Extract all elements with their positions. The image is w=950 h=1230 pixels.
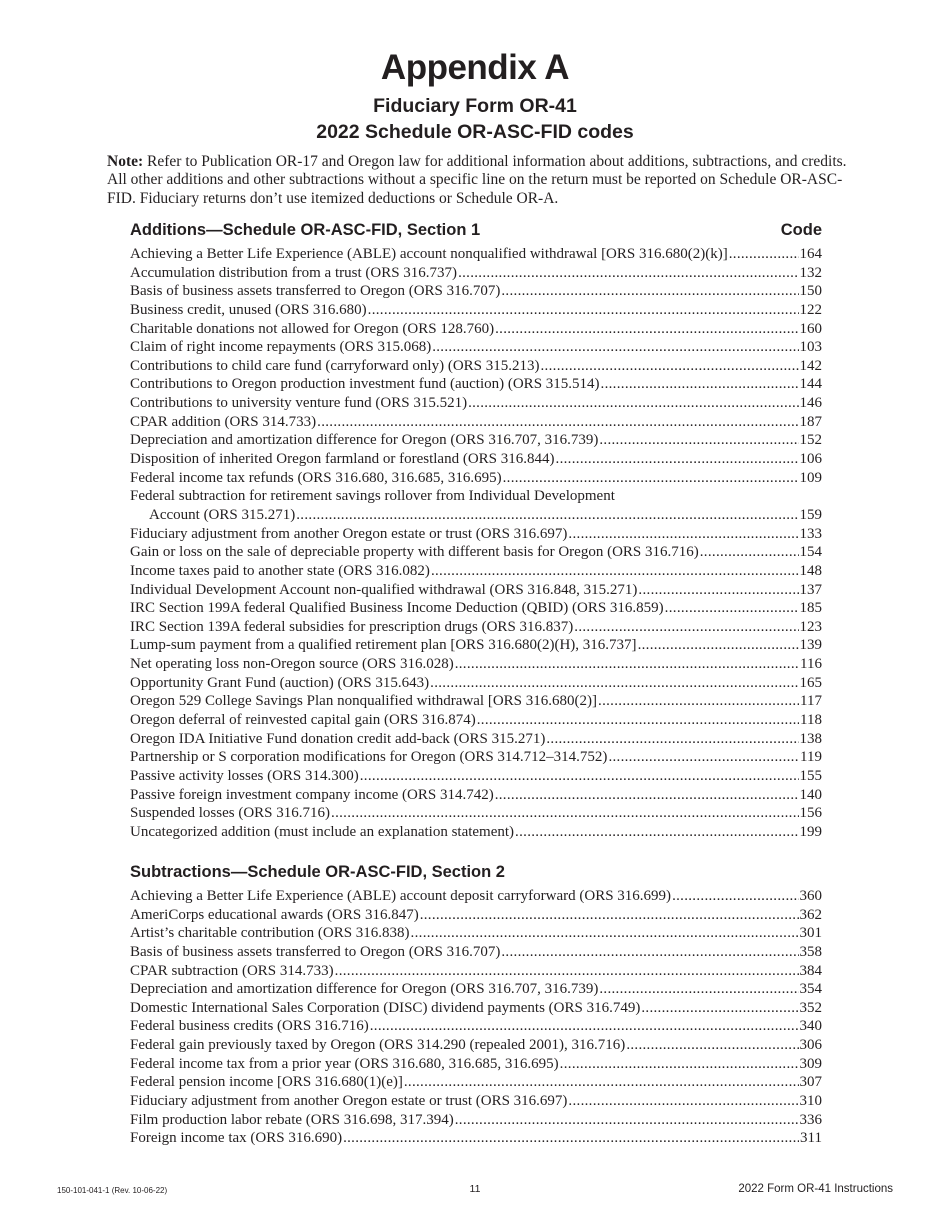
code-row [130, 543, 822, 562]
item-code: 362 [799, 906, 822, 923]
item-code: 310 [799, 1093, 822, 1110]
item-code: 133 [799, 525, 822, 542]
item-code: 122 [799, 301, 822, 318]
item-code: 154 [799, 544, 822, 561]
item-description: IRC Section 139A federal subsidies for prescription drugs (ORS 316.837) [130, 618, 574, 635]
item-description: Gain or loss on the sale of depreciable property with different basis for Oregon (ORS 316.716) [130, 544, 699, 561]
item-code: 106 [799, 451, 822, 468]
dot-leader [458, 264, 798, 283]
item-code: 187 [799, 413, 822, 430]
item-code: 139 [799, 637, 822, 654]
item-description: Disposition of inherited Oregon farmland or forestland (ORS 316.844) [130, 451, 555, 468]
dot-leader [626, 1036, 798, 1055]
code-row [130, 375, 822, 394]
item-code: 156 [799, 805, 822, 822]
code-row [130, 320, 822, 339]
item-description: Opportunity Grant Fund (auction) (ORS 315.643) [130, 674, 430, 691]
code-row [130, 264, 822, 283]
item-description: Achieving a Better Life Experience (ABLE) account nonqualified withdrawal [ORS 316.680(2)(k)] [130, 246, 728, 262]
item-code: 132 [799, 264, 822, 281]
dot-leader [501, 943, 798, 962]
dot-leader [335, 962, 799, 981]
item-description: Business credit, unused (ORS 316.680) [130, 301, 367, 318]
item-description: Depreciation and amortization difference for Oregon (ORS 316.707, 316.739) [130, 432, 599, 449]
additions-heading: Additions—Schedule OR-ASC-FID, Section 1 [130, 221, 481, 239]
item-code: 140 [799, 786, 822, 803]
dot-leader [360, 767, 799, 786]
code-row [130, 599, 822, 618]
item-description: Uncategorized addition (must include an explanation statement) [130, 823, 515, 840]
code-row [130, 413, 822, 432]
dot-leader [598, 692, 799, 711]
item-description: Partnership or S corporation modifications for Oregon (ORS 314.712–314.752) [130, 749, 608, 766]
code-row [130, 1073, 822, 1092]
item-code: 109 [799, 469, 822, 486]
dot-leader [468, 394, 798, 413]
item-code: 118 [800, 712, 822, 729]
item-code: 117 [800, 693, 822, 710]
item-code: 185 [799, 600, 822, 617]
item-code: 306 [799, 1037, 822, 1054]
item-code: 155 [799, 767, 822, 784]
schedule-subtitle: 2022 Schedule OR-ASC-FID codes [316, 121, 634, 143]
item-code: 164 [799, 246, 822, 262]
footer-doc-title: 2022 Form OR-41 Instructions [738, 1183, 893, 1195]
page-title: Appendix A [380, 48, 570, 87]
item-code: 116 [800, 656, 822, 673]
item-description: Foreign income tax (ORS 316.690) [130, 1130, 343, 1147]
item-code: 103 [799, 339, 822, 356]
item-description: Oregon IDA Initiative Fund donation credit add-back (ORS 315.271) [130, 730, 546, 747]
code-row [130, 748, 822, 767]
item-code: 384 [799, 962, 822, 979]
dot-leader [455, 655, 799, 674]
item-code: 119 [800, 749, 822, 766]
code-row [130, 962, 822, 981]
item-description: Basis of business assets transferred to Oregon (ORS 316.707) [130, 943, 501, 960]
item-code: 123 [799, 618, 822, 635]
form-subtitle: Fiduciary Form OR-41 [373, 95, 577, 117]
code-row [130, 655, 822, 674]
code-row [130, 581, 822, 600]
dot-leader [729, 245, 799, 264]
item-description: Contributions to child care fund (carryforward only) (ORS 315.213) [130, 357, 540, 374]
item-description: Oregon deferral of reinvested capital gain (ORS 316.874) [130, 712, 476, 729]
dot-leader [515, 823, 798, 842]
item-description: Lump-sum payment from a qualified retirement plan [ORS 316.680(2)(H), 316.737] [130, 637, 637, 654]
code-row [130, 1055, 822, 1074]
item-description: Charitable donations not allowed for Oregon (ORS 128.760) [130, 320, 495, 337]
item-description: Depreciation and amortization difference for Oregon (ORS 316.707, 316.739) [130, 981, 599, 998]
item-code: 144 [799, 376, 822, 393]
code-row [130, 711, 822, 730]
item-description: Income taxes paid to another state (ORS 316.082) [130, 562, 430, 579]
dot-leader [546, 730, 798, 749]
item-code: 352 [799, 999, 822, 1016]
additions-list [130, 245, 822, 842]
dot-leader [560, 1055, 799, 1074]
item-description: Fiduciary adjustment from another Oregon estate or trust (ORS 316.697) [130, 1093, 568, 1110]
item-description: Achieving a Better Life Experience (ABLE) account deposit carryforward (ORS 316.699) [130, 888, 672, 904]
item-code: 159 [799, 506, 822, 523]
dot-leader [503, 469, 799, 488]
item-description: Oregon 529 College Savings Plan nonqualified withdrawal [ORS 316.680(2)] [130, 693, 598, 710]
item-code: 358 [799, 943, 822, 960]
code-row [130, 1017, 822, 1036]
code-row [130, 730, 822, 749]
dot-leader [477, 711, 799, 730]
item-description: Federal subtraction for retirement savings rollover from Individual Development [130, 488, 615, 505]
code-row [130, 469, 822, 488]
dot-leader [331, 804, 798, 823]
item-description: Federal gain previously taxed by Oregon (ORS 314.290 (repealed 2001), 316.716) [130, 1037, 626, 1054]
dot-leader [672, 887, 798, 906]
item-code: 340 [799, 1018, 822, 1035]
code-row [130, 525, 822, 544]
code-row [130, 906, 822, 925]
code-row [130, 618, 822, 637]
code-row [130, 338, 822, 357]
item-description: Contributions to university venture fund (ORS 315.521) [130, 395, 468, 412]
code-row [130, 692, 822, 711]
dot-leader [638, 581, 798, 600]
item-description: Contributions to Oregon production investment fund (auction) (ORS 315.514) [130, 376, 600, 393]
code-row [130, 562, 822, 581]
note-label: Note: [107, 153, 144, 170]
item-code: 138 [799, 730, 822, 747]
item-code: 142 [799, 357, 822, 374]
item-code: 309 [799, 1055, 822, 1072]
item-description: CPAR addition (ORS 314.733) [130, 413, 317, 430]
item-description: Accumulation distribution from a trust (ORS 316.737) [130, 264, 458, 281]
dot-leader [368, 301, 799, 320]
code-row [130, 245, 822, 264]
code-row [130, 506, 822, 525]
item-description: IRC Section 199A federal Qualified Business Income Deduction (QBID) (ORS 316.859) [130, 600, 664, 617]
code-row [130, 980, 822, 999]
item-description: Domestic International Sales Corporation (DISC) dividend payments (ORS 316.749) [130, 999, 641, 1016]
item-code: 148 [799, 562, 822, 579]
code-row [130, 786, 822, 805]
code-row [130, 943, 822, 962]
dot-leader [455, 1111, 799, 1130]
code-row [130, 301, 822, 320]
item-description: AmeriCorps educational awards (ORS 316.847) [130, 906, 419, 923]
item-description: Federal income tax refunds (ORS 316.680, 316.685, 316.695) [130, 469, 502, 486]
note-text: Refer to Publication OR-17 and Oregon law for additional information about additions, subtractions, and credits. All other additions and other subtractions without a specific line on the return must be reported on Schedule OR-ASC-FID. Fiduciary returns don’t use itemized deductions or Schedule OR-A. [107, 153, 847, 207]
code-row [130, 394, 822, 413]
item-description: Account (ORS 315.271) [149, 506, 296, 523]
item-code: 152 [799, 432, 822, 449]
code-row [130, 282, 822, 301]
code-row [130, 767, 822, 786]
code-row [130, 431, 822, 450]
code-row [130, 450, 822, 469]
dot-leader [495, 320, 798, 339]
additions-heading-row [130, 221, 822, 240]
dot-leader [641, 999, 798, 1018]
code-row [130, 636, 822, 655]
item-description: Federal income tax from a prior year (ORS 316.680, 316.685, 316.695) [130, 1055, 559, 1072]
item-description: Suspended losses (ORS 316.716) [130, 805, 331, 822]
dot-leader [431, 562, 799, 581]
dot-leader [608, 748, 799, 767]
dot-leader [556, 450, 799, 469]
dot-leader [568, 525, 798, 544]
dot-leader [430, 674, 798, 693]
item-code: 150 [799, 283, 822, 300]
dot-leader [296, 506, 798, 525]
dot-leader [420, 906, 799, 925]
item-description: Federal business credits (ORS 316.716) [130, 1018, 369, 1035]
item-code: 307 [799, 1074, 822, 1091]
item-code: 160 [799, 320, 822, 337]
item-code: 199 [799, 823, 822, 840]
code-row [130, 487, 822, 506]
dot-leader [541, 357, 799, 376]
dot-leader [638, 636, 799, 655]
code-row [130, 1036, 822, 1055]
item-description: Individual Development Account non-qualified withdrawal (ORS 316.848, 315.271) [130, 581, 638, 598]
item-description: Claim of right income repayments (ORS 315.068) [130, 339, 432, 356]
item-description: Passive foreign investment company income (ORS 314.742) [130, 786, 494, 803]
subtractions-list [130, 887, 822, 1148]
code-row [130, 999, 822, 1018]
item-code: 336 [799, 1111, 822, 1128]
code-row [130, 357, 822, 376]
dot-leader [404, 1073, 799, 1092]
item-code: 354 [799, 981, 822, 998]
dot-leader [317, 413, 798, 432]
code-row [130, 887, 822, 906]
code-column-heading: Code [780, 221, 822, 239]
item-code: 137 [799, 581, 822, 598]
dot-leader [568, 1092, 798, 1111]
item-description: Federal pension income [ORS 316.680(1)(e)] [130, 1074, 403, 1091]
dot-leader [432, 338, 798, 357]
item-description: Artist’s charitable contribution (ORS 316.838) [130, 925, 410, 942]
item-description: Fiduciary adjustment from another Oregon estate or trust (ORS 316.697) [130, 525, 568, 542]
dot-leader [501, 282, 798, 301]
dot-leader [370, 1017, 799, 1036]
item-code: 146 [799, 395, 822, 412]
item-description: Basis of business assets transferred to Oregon (ORS 316.707) [130, 283, 501, 300]
page-number: 11 [469, 1183, 481, 1195]
item-code: 311 [800, 1130, 822, 1147]
subtractions-heading-row [130, 863, 822, 882]
code-row [130, 1129, 822, 1148]
dot-leader [495, 786, 799, 805]
dot-leader [411, 924, 799, 943]
dot-leader [665, 599, 799, 618]
dot-leader [599, 980, 798, 999]
code-row [130, 924, 822, 943]
dot-leader [343, 1129, 799, 1148]
item-description: CPAR subtraction (ORS 314.733) [130, 962, 334, 979]
item-code: 301 [799, 925, 822, 942]
item-code: 360 [799, 888, 822, 904]
code-row [130, 823, 822, 842]
code-row [130, 674, 822, 693]
note-paragraph [107, 153, 859, 208]
dot-leader [574, 618, 798, 637]
dot-leader [599, 431, 798, 450]
code-row [130, 804, 822, 823]
item-description: Film production labor rebate (ORS 316.698, 317.394) [130, 1111, 454, 1128]
code-row [130, 1111, 822, 1130]
item-description: Net operating loss non-Oregon source (ORS 316.028) [130, 656, 454, 673]
item-code: 165 [799, 674, 822, 691]
form-number: 150-101-041-1 (Rev. 10-06-22) [57, 1186, 168, 1195]
dot-leader [601, 375, 799, 394]
subtractions-heading: Subtractions—Schedule OR-ASC-FID, Section 2 [130, 863, 505, 881]
code-row [130, 1092, 822, 1111]
item-description: Passive activity losses (ORS 314.300) [130, 767, 359, 784]
dot-leader [700, 543, 799, 562]
